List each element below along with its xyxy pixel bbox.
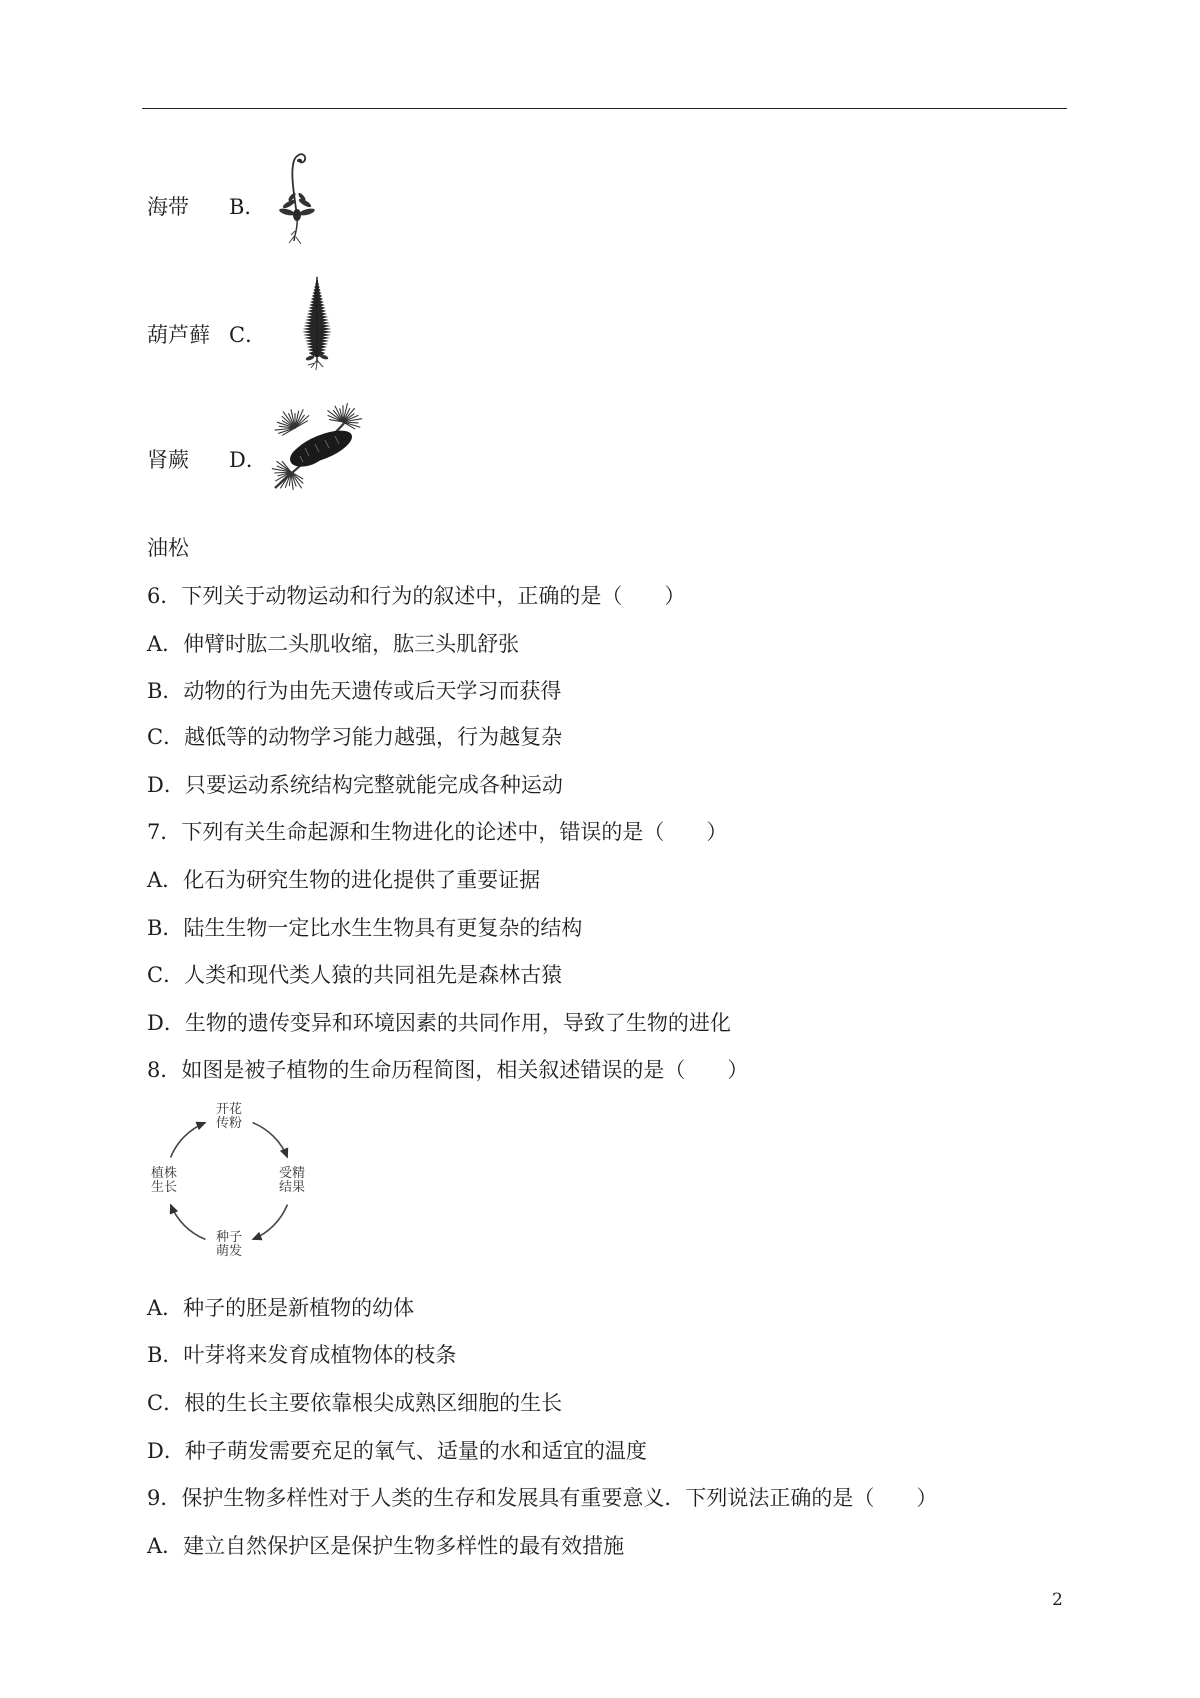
question-6-option-b: B．动物的行为由先天遗传或后天学习而获得 — [147, 679, 562, 703]
question-8-option-b: B．叶芽将来发育成植物体的枝条 — [147, 1343, 457, 1367]
question-9-option-a: A．建立自然保护区是保护生物多样性的最有效措施 — [147, 1534, 625, 1558]
cycle-node-flowering-line1: 开花 — [215, 1102, 242, 1117]
question-8-stem: 8．如图是被子植物的生命历程简图，相关叙述错误的是（ ） — [147, 1058, 749, 1082]
question-6-stem: 6．下列关于动物运动和行为的叙述中，正确的是（ ） — [147, 584, 686, 608]
pine-illustration — [267, 398, 371, 496]
cycle-node-growth-line1: 植株 — [150, 1166, 177, 1181]
question-9-stem: 9．保护生物多样性对于人类的生存和发展具有重要意义．下列说法正确的是（ ） — [147, 1486, 938, 1510]
question-7-option-b: B．陆生生物一定比水生生物具有更复杂的结构 — [147, 916, 583, 940]
cycle-node-germination — [214, 1231, 244, 1259]
q5-option-d-caption: 油松 — [147, 536, 189, 560]
q5-option-c-caption: 肾蕨 — [147, 448, 189, 472]
question-6-option-a: A．伸臂时肱二头肌收缩，肱三头肌舒张 — [147, 632, 520, 656]
header-rule — [142, 108, 1067, 109]
question-8-option-a: A．种子的胚是新植物的幼体 — [147, 1296, 415, 1320]
question-7-option-c: C．人类和现代类人猿的共同祖先是森林古猿 — [147, 963, 563, 987]
question-7-option-d: D．生物的遗传变异和环境因素的共同作用，导致了生物的进化 — [147, 1011, 731, 1035]
question-8-option-d: D．种子萌发需要充足的氧气、适量的水和适宜的温度 — [147, 1439, 647, 1463]
cycle-arrow-fruiting-to-germination — [253, 1205, 288, 1240]
question-7-stem: 7．下列有关生命起源和生物进化的论述中，错误的是（ ） — [147, 820, 728, 844]
page-number: 2 — [1052, 1590, 1063, 1610]
cycle-node-growth — [149, 1167, 179, 1195]
cycle-arrow-germination-to-growth — [171, 1205, 206, 1240]
cycle-arrow-flowering-to-fruiting — [253, 1123, 288, 1158]
q5-option-b-caption: 葫芦藓 — [147, 323, 210, 347]
question-6-option-c: C．越低等的动物学习能力越强，行为越复杂 — [147, 725, 563, 749]
cycle-node-fruiting — [277, 1167, 307, 1195]
question-6-option-d: D．只要运动系统结构完整就能完成各种运动 — [147, 773, 563, 797]
q5-option-a-caption: 海带 — [147, 195, 189, 219]
cycle-node-germination-line2: 萌发 — [215, 1244, 242, 1259]
q5-option-c-label: C． — [229, 323, 267, 347]
q5-option-b-label: B． — [229, 195, 266, 219]
fern-illustration — [286, 273, 349, 371]
plant-life-cycle-diagram — [147, 1102, 319, 1267]
q5-option-d-label: D． — [229, 448, 267, 472]
cycle-arrow-growth-to-flowering — [171, 1123, 206, 1158]
moss-illustration — [267, 147, 327, 245]
question-7-option-a: A．化石为研究生物的进化提供了重要证据 — [147, 868, 541, 892]
question-8-option-c: C．根的生长主要依靠根尖成熟区细胞的生长 — [147, 1391, 563, 1415]
cycle-node-flowering — [214, 1103, 244, 1131]
cycle-node-germination-line1: 种子 — [215, 1230, 242, 1245]
cycle-node-fruiting-line2: 结果 — [278, 1180, 305, 1195]
cycle-node-growth-line2: 生长 — [150, 1180, 177, 1195]
cycle-node-flowering-line2: 传粉 — [215, 1116, 242, 1131]
cycle-node-fruiting-line1: 受精 — [278, 1166, 305, 1181]
